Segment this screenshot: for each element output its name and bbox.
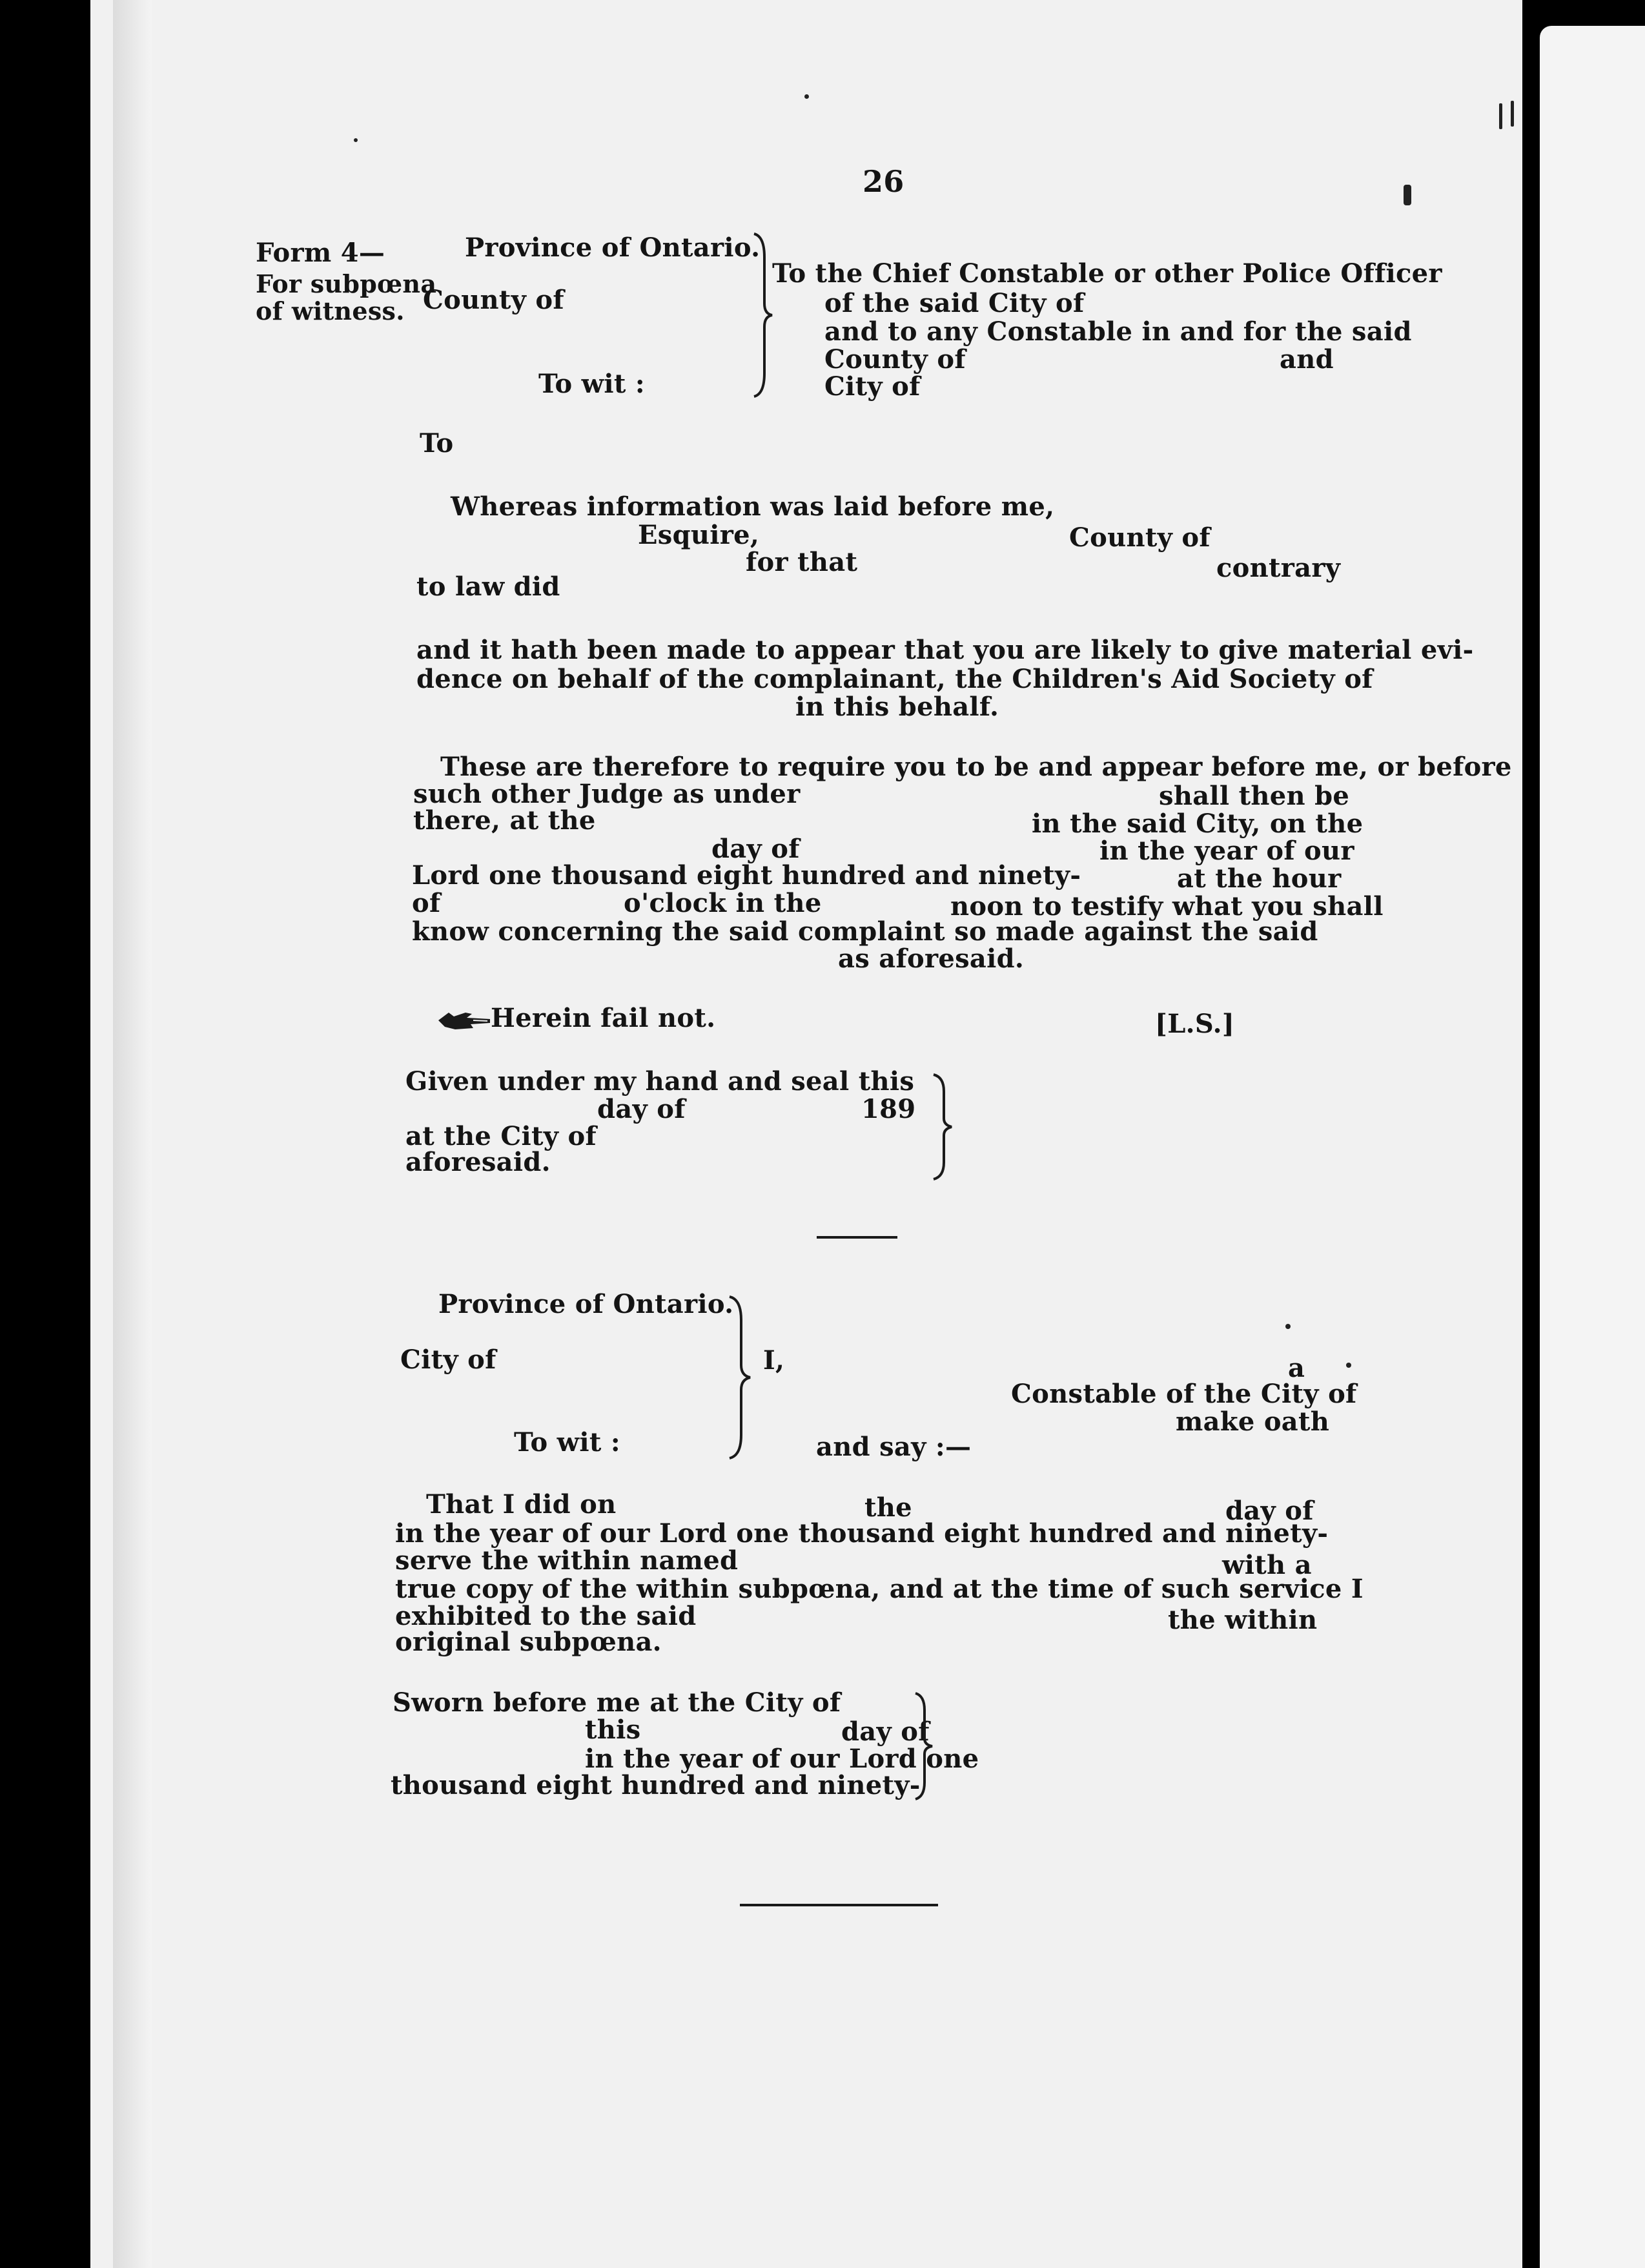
whereas-to-law: to law did	[416, 572, 560, 602]
scan-speck	[1346, 1363, 1351, 1368]
require-line-6b: o'clock in the	[624, 888, 822, 918]
subpoena-to-wit: To wit :	[538, 369, 645, 399]
whereas-contrary: contrary	[1216, 553, 1341, 583]
given-brace	[930, 1072, 955, 1182]
affidavit-line-2: in the year of our Lord one thousand eight hundred and ninety-	[395, 1518, 1329, 1549]
scan-speck	[354, 138, 358, 142]
evidence-line-1: and it hath been made to appear that you are likely to give material evi-	[416, 635, 1474, 665]
evidence-line-3: in this behalf.	[795, 692, 999, 722]
affidavit-venue-brace	[726, 1294, 754, 1461]
require-line-5a: Lord one thousand eight hundred and ninety-	[412, 860, 1081, 891]
affidavit-to-wit: To wit :	[514, 1427, 620, 1458]
address-line-5: City of	[824, 371, 921, 402]
affidavit-line-5a: exhibited to the said	[395, 1601, 697, 1631]
pointing-hand-icon	[436, 1007, 493, 1033]
require-line-8: as aforesaid.	[838, 943, 1025, 974]
whereas-esquire: Esquire,	[638, 520, 760, 550]
sworn-line-3: in the year of our Lord one	[585, 1744, 979, 1774]
given-line-4: aforesaid.	[405, 1147, 551, 1177]
require-line-3a: there, at the	[413, 805, 596, 836]
require-line-5b: at the hour	[1177, 863, 1342, 894]
sworn-line-1: Sworn before me at the City of	[393, 1687, 841, 1718]
address-line-3: and to any Constable in and for the said	[824, 316, 1412, 347]
scan-speck	[1499, 103, 1502, 129]
deponent-constable: Constable of the City of	[1011, 1379, 1357, 1409]
page-number: 26	[863, 164, 904, 199]
scan-speck	[1511, 101, 1514, 127]
affidavit-line-6: original subpœna.	[395, 1627, 662, 1657]
subpoena-county: County of	[423, 285, 564, 315]
affidavit-line-5b: the within	[1168, 1605, 1318, 1635]
require-line-3b: in the said City, on the	[1032, 809, 1364, 839]
affidavit-line-1a: That I did on	[426, 1489, 617, 1520]
scan-speck	[1404, 185, 1411, 205]
adjacent-page-edge	[1540, 26, 1645, 2268]
require-line-2b: shall then be	[1159, 781, 1350, 811]
require-line-7: know concerning the said complaint so made against the said	[412, 916, 1318, 947]
sworn-line-2a: this	[585, 1715, 641, 1745]
address-line-1: To the Chief Constable or other Police Officer	[772, 258, 1442, 289]
to-line: To	[420, 428, 454, 459]
scan-speck	[1285, 1324, 1291, 1329]
form-purpose-line2: of witness.	[256, 296, 405, 325]
affidavit-line-3a: serve the within named	[395, 1545, 739, 1576]
given-line-3: at the City of	[405, 1121, 597, 1151]
given-line-2b: 189	[861, 1094, 916, 1124]
given-line-1: Given under my hand and seal this	[405, 1066, 915, 1097]
whereas-for-that: for that	[746, 547, 858, 577]
sworn-brace	[913, 1691, 936, 1802]
evidence-line-2: dence on behalf of the complainant, the Children's Aid Society of	[416, 664, 1373, 694]
deponent-say: and say :—	[816, 1432, 972, 1462]
affidavit-line-4: true copy of the within subpœna, and at the time of such service I	[395, 1574, 1364, 1604]
affidavit-line-3b: with a	[1222, 1550, 1312, 1580]
require-line-6c: noon to testify what you shall	[950, 891, 1384, 922]
closing-rule	[740, 1904, 938, 1906]
section-divider	[817, 1236, 897, 1239]
require-line-1: These are therefore to require you to be and appear before me, or before	[440, 752, 1512, 782]
subpoena-province: Province of Ontario.	[465, 232, 761, 263]
subpoena-venue-brace	[749, 231, 775, 399]
whereas-county: County of	[1069, 522, 1211, 553]
herein-fail-not: Herein fail not.	[491, 1003, 716, 1033]
address-line-4: County of	[824, 344, 966, 375]
affidavit-province: Province of Ontario.	[438, 1289, 734, 1319]
sworn-line-4: thousand eight hundred and ninety-	[391, 1770, 921, 1800]
require-line-2a: such other Judge as under	[413, 779, 801, 809]
address-line-4-and: and	[1280, 344, 1334, 375]
require-line-4b: in the year of our	[1099, 836, 1354, 866]
sworn-line-2b: day of	[841, 1716, 930, 1747]
scan-speck	[804, 94, 809, 99]
affidavit-line-1b: the	[864, 1492, 912, 1523]
require-line-4a: day of	[711, 834, 800, 864]
deponent-oath: make oath	[1176, 1407, 1330, 1437]
form-purpose-line1: For subpœna	[256, 269, 437, 298]
address-line-2: of the said City of	[824, 288, 1085, 318]
require-line-6a: of	[412, 888, 441, 918]
deponent-a: a	[1288, 1353, 1305, 1383]
whereas-line-1: Whereas information was laid before me,	[451, 491, 1055, 522]
deponent-i: I,	[763, 1345, 785, 1376]
page-left-edge	[113, 0, 152, 2268]
given-line-2a: day of	[597, 1094, 686, 1124]
form-label: Form 4—	[256, 238, 385, 268]
affidavit-line-1c: day of	[1225, 1496, 1314, 1526]
seal-mark: [L.S.]	[1155, 1009, 1235, 1039]
affidavit-city: City of	[400, 1345, 496, 1375]
